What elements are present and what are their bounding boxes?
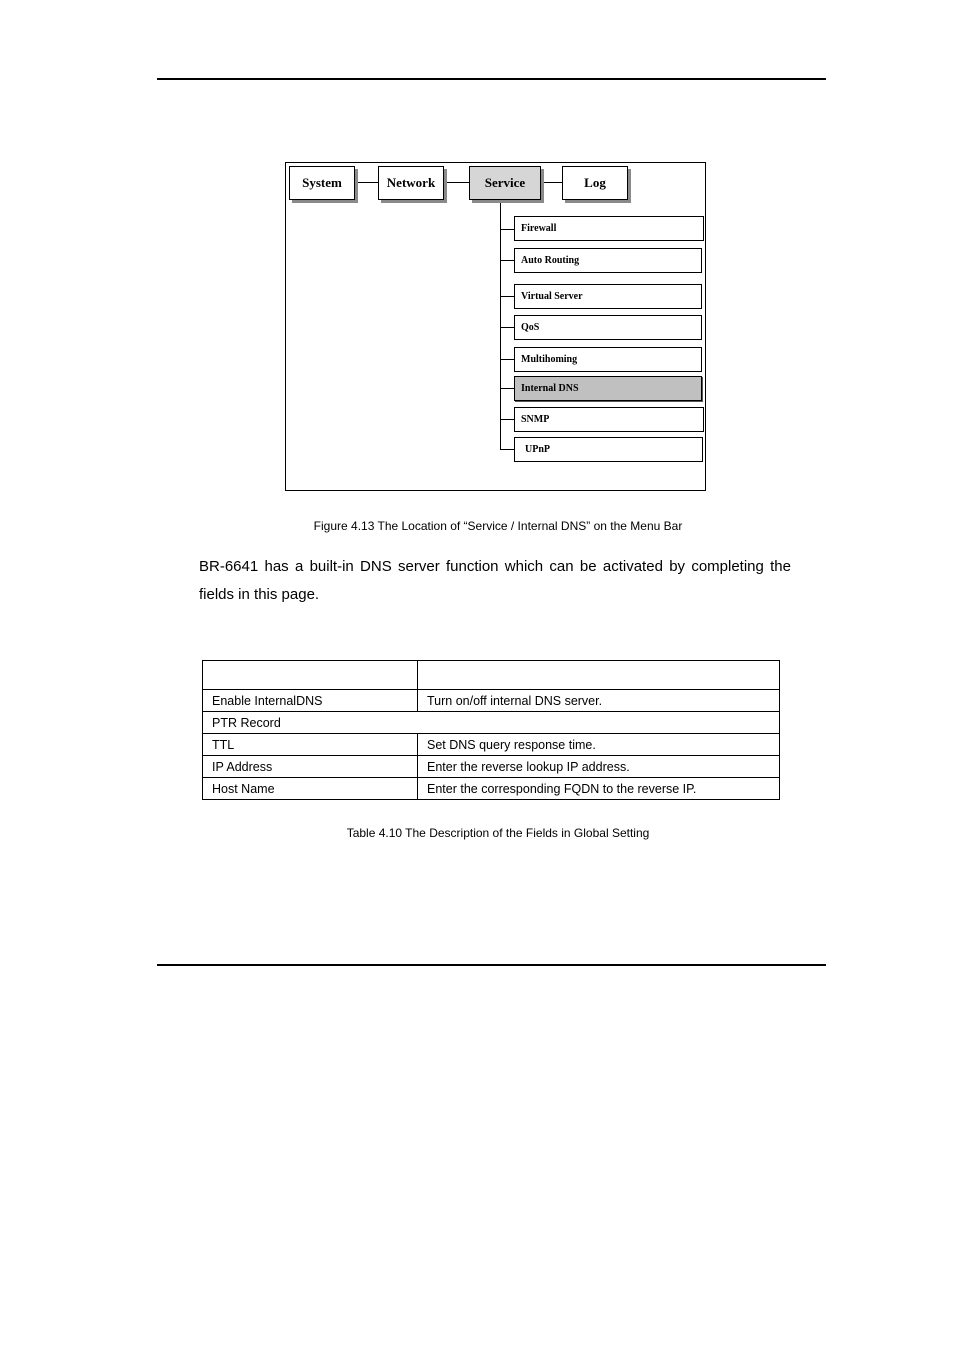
submenu-item-multihoming[interactable]: Multihoming (514, 347, 702, 372)
figure-caption: Figure 4.13 The Location of “Service / Internal DNS” on the Menu Bar (313, 519, 683, 533)
table-cell-description: Set DNS query response time. (418, 734, 780, 756)
table-cell-field: IP Address (203, 756, 418, 778)
connector-line (500, 296, 514, 297)
table-caption: Table 4.10 The Description of the Fields in Global Setting (346, 826, 650, 840)
table-row-section (203, 712, 780, 734)
submenu-item-firewall[interactable]: Firewall (514, 216, 704, 241)
menu-bar-figure (285, 162, 706, 491)
submenu-item-snmp[interactable]: SNMP (514, 407, 704, 432)
table-cell-section: PTR Record (203, 712, 780, 734)
footer-rule (157, 964, 826, 966)
connector-line (500, 449, 514, 450)
table-cell-field: Host Name (203, 778, 418, 800)
submenu-item-virtual-server[interactable]: Virtual Server (514, 284, 702, 309)
menu-system-button[interactable]: System (289, 166, 355, 200)
body-paragraph: BR-6641 has a built-in DNS server function which can be activated by completing the fields in this page. (199, 558, 791, 603)
connector-line (447, 182, 469, 183)
connector-line (358, 182, 378, 183)
table-header-cell (418, 661, 780, 690)
table-cell-description: Turn on/off internal DNS server. (418, 690, 780, 712)
connector-line (500, 419, 514, 420)
table-cell-description: Enter the corresponding FQDN to the reverse IP. (418, 778, 780, 800)
field-description-table (202, 660, 780, 800)
submenu-item-qos[interactable]: QoS (514, 315, 702, 340)
table-row (203, 778, 780, 800)
submenu-item-internal-dns[interactable]: Internal DNS (514, 376, 702, 401)
connector-line (500, 260, 514, 261)
table-cell-field: TTL (203, 734, 418, 756)
submenu-item-upnp[interactable]: UPnP (514, 437, 703, 462)
submenu-tree-line (500, 203, 501, 449)
table-header-row (203, 661, 780, 690)
table-header-cell (203, 661, 418, 690)
table-cell-description: Enter the reverse lookup IP address. (418, 756, 780, 778)
table-row (203, 734, 780, 756)
table-row (203, 690, 780, 712)
menu-log-button[interactable]: Log (562, 166, 628, 200)
table-row (203, 756, 780, 778)
connector-line (500, 359, 514, 360)
menu-service-button[interactable]: Service (469, 166, 541, 200)
connector-line (500, 388, 514, 389)
header-rule (157, 78, 826, 80)
connector-line (544, 182, 562, 183)
menu-network-button[interactable]: Network (378, 166, 444, 200)
submenu-item-auto-routing[interactable]: Auto Routing (514, 248, 702, 273)
connector-line (500, 327, 514, 328)
connector-line (500, 229, 514, 230)
table-cell-field: Enable InternalDNS (203, 690, 418, 712)
